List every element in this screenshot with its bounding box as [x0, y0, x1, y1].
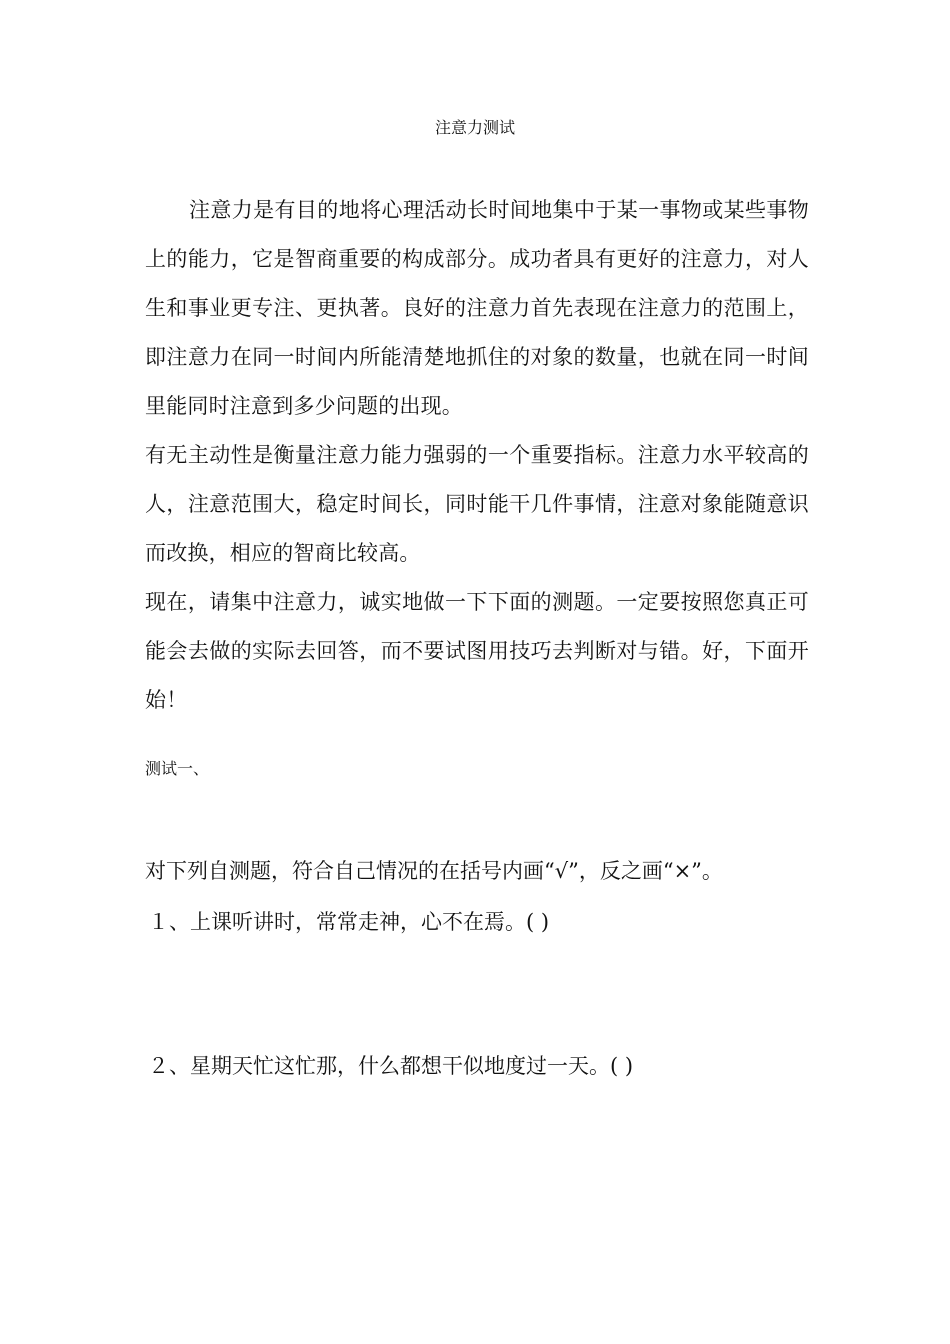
document-title: 注意力测试: [434, 118, 515, 137]
section-label: 测试一、: [145, 759, 210, 778]
intro-paragraph-3: 现在，请集中注意力，诚实地做一下下面的测题。一定要按照您真正可能会去做的实际去回答，而不要试图用技巧去判断对与错。好，下面开始！: [145, 590, 809, 712]
intro-paragraph-2: 有无主动性是衡量注意力能力强弱的一个重要指标。注意力水平较高的人，注意范围大，稳定时间长，同时能干几件事情，注意对象能随意识而改换，相应的智商比较高。: [145, 443, 809, 565]
intro-paragraph-1: 注意力是有目的地将心理活动长时间地集中于某一事物或某些事物上的能力，它是智商重要的构成部分。成功者具有更好的注意力，对人生和事业更专注、更执著。良好的注意力首先表现在注意力的范围上，即注意力在同一时间内所能清楚地抓住的对象的数量，也就在同一时间里能同时注意到多少问题的出现。: [145, 198, 809, 418]
question-item: １、上课听讲时，常常走神，心不在焉。( ): [148, 910, 550, 934]
test-instruction: 对下列自测题，符合自己情况的在括号内画“√”，反之画“×”。: [145, 859, 723, 883]
question-item: ２、星期天忙这忙那，什么都想干似地度过一天。( ): [148, 1054, 634, 1078]
